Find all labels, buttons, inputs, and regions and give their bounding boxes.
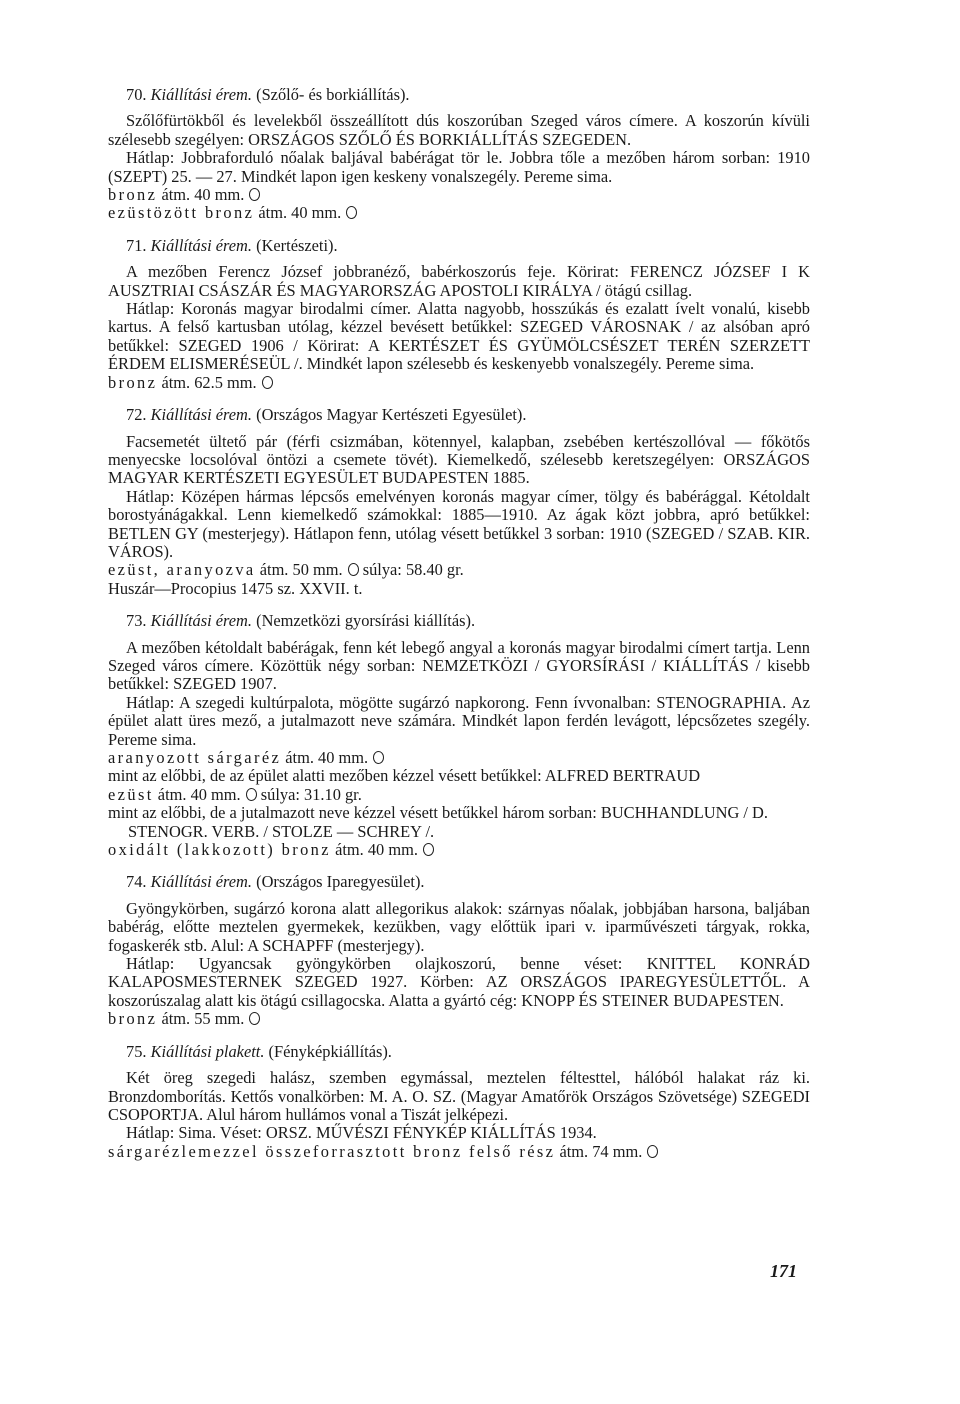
spec-material: bronz [108, 372, 158, 392]
entry-spec [108, 204, 810, 222]
round-shape-icon [348, 563, 359, 576]
entry-paragraph: A mezőben kétoldalt babérágak, fenn két lebegő angyal a koronás magyar birodalmi címert tartja. Lenn Szeged város címere. Közöttük négy sorban: NEMZETKÖZI / GYORSÍRÁSI / KIÁLLÍTÁS / kisebb betűkkel: SZEGED 1907. [108, 637, 810, 694]
catalog-entry-75 [108, 1043, 810, 1161]
entry-paragraph: Szőlőfürtökből és levelekből összeállított dús koszorúban Szeged város címere. A koszorún kívüli szélesebb szegélyen: ORSZÁGOS SZŐLŐ ÉS BORKIÁLLÍTÁS SZEGEDEN. [108, 111, 810, 149]
entry-paragraph: Hátlap: A szegedi kultúrpalota, mögötte sugárzó napkorong. Fenn ívvonalban: STENOGRAPHIA. Az épület alatt üres mező, a jutalmazott neve számára. Mindkét lapon ferdén levágott, lépcsőzetes szegély. Pereme sima. [108, 692, 810, 749]
entry-spec-note: mint az előbbi, de az épület alatti mezőben kézzel vésett betűkkel: ALFRED BERTRAUD [108, 766, 701, 786]
entry-number: 72. [126, 405, 147, 425]
entry-subtitle: (Szőlő- és borkiállítás). [256, 85, 410, 104]
spec-detail: átm. 62.5 mm. [161, 372, 257, 392]
spec-material: oxidált (lakkozott) bronz [108, 840, 331, 860]
spec-detail: átm. 40 mm. [161, 185, 245, 205]
round-shape-icon [249, 1012, 260, 1025]
entry-type: Kiállítási érem. [150, 872, 252, 892]
spec-detail: átm. 40 mm. [335, 840, 418, 860]
catalog-entry-74 [108, 873, 810, 1028]
entry-type: Kiállítási érem. [150, 611, 252, 631]
entry-heading [126, 612, 810, 630]
catalog-entry-72 [108, 406, 810, 598]
entry-subtitle: (Országos Magyar Kertészeti Egyesület). [256, 405, 527, 425]
entry-paragraph: Facsemetét ültető pár (férfi csizmában, kötennyel, kalapban, zsebében kertészollóval — főkötős menyecske locsolóval öntözi a csemete tövét). Kiemelkedő, szélesebb keretszegélyen: ORSZÁGOS MAGYAR KERTÉSZETI EGYESÜLET BUDAPESTEN 1885. [108, 431, 810, 488]
entry-number: 71. [126, 235, 147, 255]
spec-weight: súlya: 31.10 gr. [260, 784, 362, 804]
round-shape-icon [373, 751, 384, 764]
entry-subtitle: (Országos Iparegyesület). [256, 872, 425, 892]
entry-heading [126, 406, 810, 424]
entry-paragraph: Két öreg szegedi halász, szemben egymással, meztelen féltesttel, hálóból halakat ráz ki. Bronzdomborítás. Kettős vonalkörben: M. A. O. SZ. (Magyar Amatőrök Országos Szövetsége) SZEGEDI CSOPORTJA. Alul három hullámos vonal a Tiszát jelképezi. [108, 1068, 810, 1124]
entry-type: Kiállítási érem. [150, 405, 252, 425]
entry-number: 75. [126, 1041, 147, 1061]
spec-material: sárgarézlemezzel összeforrasztott bronz felső rész [108, 1141, 556, 1161]
page-number: 171 [770, 1261, 797, 1281]
entry-type: Kiállítási plakett. [150, 1041, 265, 1061]
spec-material: ezüst [108, 784, 154, 804]
catalog-entry-73 [108, 612, 810, 859]
spec-weight: súlya: 58.40 gr. [362, 560, 464, 580]
entry-subtitle: (Fényképkiállítás). [268, 1041, 392, 1061]
entry-number: 70. [126, 85, 147, 104]
round-shape-icon [246, 788, 257, 801]
spec-detail: átm. 40 mm. [258, 203, 342, 223]
entry-spec [108, 374, 810, 392]
entry-paragraph: Hátlap: Ugyancsak gyöngykörben olajkoszorú, benne véset: KNITTEL KONRÁD KALAPOSMESTERNEK SZEGED 1927. Körben: AZ ORSZÁGOS IPAREGYESÜLETTŐL. A koszorúszalag alatt kis ötágú csillagocska. Alatta a gyártó cég: KNOPP ÉS STEINER BUDAPESTEN. [108, 954, 810, 1010]
entry-spec [108, 1143, 810, 1161]
entry-number: 74. [126, 872, 147, 892]
entry-type: Kiállítási érem. [150, 235, 252, 255]
spec-material: ezüst, aranyozva [108, 560, 256, 580]
entry-heading [126, 86, 810, 104]
entry-heading [126, 237, 810, 255]
spec-material: bronz [108, 1009, 158, 1029]
entry-heading [126, 873, 810, 891]
entry-paragraph: Hátlap: Jobbraforduló nőalak baljával babérágat tör le. Jobbra tőle a mezőben három sorban: 1910 (SZEPT) 25. — 27. Mindkét lapon igen keskeny vonalszegély. Pereme sima. [108, 148, 810, 186]
entry-spec [108, 561, 810, 579]
entry-spec [108, 186, 810, 204]
entry-paragraph: A mezőben Ferencz József jobbranéző, babérkoszorús feje. Körirat: FERENCZ JÓZSEF I K AUSZTRIAI CSÁSZÁR ÉS MAGYARORSZÁG APOSTOLI KIRÁLYA / ötágú csillag. [108, 262, 810, 300]
entry-spec [108, 749, 810, 767]
entry-paragraph: Hátlap: Középen hármas lépcsős emelvényen koronás magyar címer, tölgy és babérággal. Kétoldalt borostyánágakkal. Lenn kiemelkedő számokkal: 1885—1910. Az ágak közt jobbra, apró betűkkel: BETLEN GY (mesterjegy). Hátlapon fenn, utólag vésett betűkkel 3 sorban: 1910 (SZEGED / SZAB. KIR. VÁROS). [108, 486, 810, 561]
entry-paragraph: Hátlap: Sima. Véset: ORSZ. MŰVÉSZI FÉNYKÉP KIÁLLÍTÁS 1934. [126, 1123, 597, 1143]
round-shape-icon [423, 843, 434, 856]
spec-material: aranyozott sárgaréz [108, 748, 282, 767]
entry-reference: Huszár—Procopius 1475 sz. XXVII. t. [108, 578, 363, 598]
entry-subtitle: (Kertészeti). [256, 235, 338, 255]
spec-detail: átm. 74 mm. [559, 1141, 643, 1161]
entry-paragraph: Hátlap: Koronás magyar birodalmi címer. Alatta nagyobb, hosszúkás és ezalatt ívelt vonalú, kisebb kartus. A felső kartusban utólag, kézzel bevésett betűkkel: SZEGED VÁROSNAK / az alsóban apró betűkkel: SZEGED 1906 / Körirat: A KERTÉSZET ÉS GYÜMÖLCSÉSZET TERÉN SZERZETT ÉRDEM ELISMERÉSEÜL /. Mindkét lapon szélesebb és keskenyebb vonalszegély. Pereme sima. [108, 299, 810, 374]
entry-spec-note: mint az előbbi, de a jutalmazott neve kézzel vésett betűkkel három sorban: BUCHHANDLUNG / D. STENOGR. VERB. / STOLZE — SCHREY /. [108, 803, 768, 841]
entry-spec [108, 1010, 810, 1028]
spec-material: bronz [108, 185, 158, 205]
entry-heading [126, 1043, 810, 1061]
entry-subtitle: (Nemzetközi gyorsírási kiállítás). [256, 611, 476, 631]
catalog-entry-70 [108, 86, 810, 223]
round-shape-icon [249, 188, 260, 201]
round-shape-icon [346, 206, 357, 219]
entry-paragraph: Gyöngykörben, sugárzó korona alatt allegorikus alakok: szárnyas nőalak, jobbjában harsona, baljában babérág, előtte meztelen gyermekek, kezükben, vagy előttük ipari v. iparművészeti tárgyak, rokka, fogaskerék stb. Alul: A SCHAPFF (mesterjegy). [108, 898, 810, 955]
spec-detail: átm. 40 mm. [285, 748, 369, 767]
entry-spec [108, 786, 810, 804]
catalog-entry-71 [108, 237, 810, 392]
entry-spec [108, 841, 810, 859]
round-shape-icon [262, 376, 273, 389]
entry-number: 73. [126, 611, 147, 631]
spec-detail: átm. 40 mm. [157, 784, 241, 804]
round-shape-icon [647, 1145, 658, 1158]
entry-type: Kiállítási érem. [150, 85, 252, 104]
spec-detail: átm. 50 mm. [259, 560, 343, 580]
spec-material: ezüstözött bronz [108, 203, 255, 223]
spec-detail: átm. 55 mm. [161, 1009, 245, 1029]
